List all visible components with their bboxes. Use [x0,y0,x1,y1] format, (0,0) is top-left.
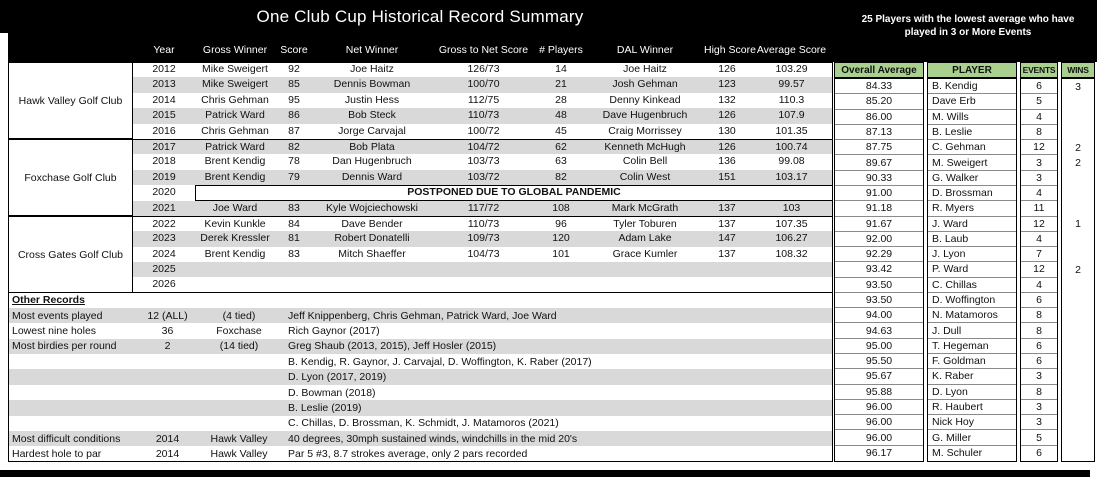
cell-num-players: 120 [552,232,570,245]
cell-average-score: 103.29 [775,63,808,75]
cell-high-score: 126 [718,140,736,153]
cell-score: 84 [288,217,300,230]
panel-cell-overall-average: 95.00 [835,339,923,354]
panel-cell-wins: 1 [1075,218,1081,231]
table-row [133,108,833,123]
header-left-notch [0,33,8,62]
panel-cell-wins [1062,171,1094,186]
cell-average-score: 103.17 [775,170,808,183]
panel-cell-wins [1062,125,1094,140]
panel-header-wins: WINS [1061,62,1095,78]
panel-cell-events: 4 [1021,232,1057,247]
cell-gross-winner: Joe Ward [212,201,258,214]
panel-cell-wins [1062,385,1094,400]
cell-score: 92 [288,63,300,75]
cell-year: 2016 [152,124,176,137]
cell-year: 2022 [152,217,176,230]
record-row [8,339,833,354]
col-header-gross-winner: Gross Winner [202,44,268,56]
club-label-foxchase: Foxchase Golf Club [8,139,133,216]
panel-cell-player: Dave Erb [928,94,1016,109]
cell-gross-winner: Patrick Ward [205,140,265,153]
panel-cell-wins [1062,430,1094,445]
panel-cell-events: 4 [1021,110,1057,125]
panel-cell-events: 3 [1021,369,1057,384]
panel-cell-overall-average: 84.33 [835,79,923,94]
cell-gross-winner: Kevin Kunkle [204,217,266,230]
cell-net-winner: Robert Donatelli [334,232,410,245]
cell-dal-winner: Colin West [619,170,671,183]
cell-gross-winner: Brent Kendig [204,155,266,168]
table-row [133,77,833,92]
cell-num-players: 108 [552,201,570,214]
panel-cell-overall-average: 94.00 [835,308,923,323]
cell-high-score: 137 [718,201,736,214]
panel-cell-overall-average: 87.75 [835,140,923,155]
panel-cell-player: D. Lyon [928,385,1016,400]
record-detail: Rich Gaynor (2017) [288,324,380,337]
cell-gross-winner: Patrick Ward [205,109,265,122]
record-detail: B. Kendig, R. Gaynor, J. Carvajal, D. Woffington, K. Raber (2017) [288,355,592,368]
cell-gross-to-net-score: 109/73 [467,232,500,245]
col-header-gross-to-net-score: Gross to Net Score [438,44,529,56]
panel-cell-wins [1062,293,1094,308]
panel-cell-overall-average: 93.42 [835,262,923,277]
panel-cell-player: C. Gehman [928,140,1016,155]
panel-cell-events: 6 [1021,339,1057,354]
cell-score: 83 [288,247,300,260]
col-header-num-players: # Players [539,44,583,56]
panel-cell-events: 7 [1021,247,1057,262]
panel-cell-player: M. Schuler [932,447,983,460]
col-header-net-winner: Net Winner [345,44,399,56]
panel-column-player [927,78,1017,462]
cell-high-score: 123 [718,78,736,91]
cell-net-winner: Dan Hugenbruch [332,155,412,168]
panel-cell-wins [1062,400,1094,415]
panel-cell-player: D. Brossman [928,186,1016,201]
cell-dal-winner: Mark McGrath [611,201,679,214]
cell-num-players: 28 [555,93,567,106]
cell-gross-to-net-score: 103/73 [467,155,500,168]
record-row [8,385,833,400]
cell-gross-winner: POSTPONED DUE TO GLOBAL PANDEMIC [195,185,833,200]
table-row [133,62,833,77]
panel-cell-overall-average: 91.67 [835,217,923,232]
record-detail: Greg Shaub (2013, 2015), Jeff Hosler (2015) [288,340,497,353]
panel-cell-overall-average: 93.50 [835,293,923,308]
record-value: 2014 [155,448,180,461]
record-value: 36 [161,324,174,337]
panel-column-events [1020,78,1058,462]
cell-gross-to-net-score: 117/72 [467,201,500,214]
cell-gross-to-net-score: 112/75 [467,93,500,106]
panel-cell-player: G. Miller [928,430,1016,445]
panel-cell-player: K. Raber [928,369,1016,384]
cell-net-winner: Mitch Shaeffer [338,247,406,260]
panel-cell-events: 12 [1021,217,1057,232]
record-row [8,323,833,338]
panel-cell-events: 3 [1021,171,1057,186]
cell-net-winner: Dennis Bowman [333,78,411,91]
cell-gross-to-net-score: 104/73 [467,247,500,260]
players-panel-heading: 25 Players with the lowest average who have played in 3 or More Events [861,14,1075,38]
cell-high-score: 136 [718,155,736,168]
record-detail: D. Lyon (2017, 2019) [288,371,387,384]
cell-average-score: 103 [782,201,801,214]
table-row [133,185,833,200]
panel-cell-events: 12 [1021,262,1057,277]
panel-cell-overall-average: 95.67 [835,369,923,384]
record-detail: B. Leslie (2019) [288,401,362,414]
panel-cell-overall-average: 96.00 [835,430,923,445]
panel-cell-wins [1062,201,1094,216]
panel-cell-wins [1062,415,1094,430]
cell-gross-to-net-score: 110/73 [467,109,500,122]
col-header-score: Score [280,44,308,56]
cell-num-players: 101 [552,247,570,260]
cell-net-winner: Kyle Wojciechowski [325,201,418,214]
cell-gross-to-net-score: 100/72 [467,124,500,137]
cell-average-score [750,262,833,277]
panel-header-overall-average: Overall Average [834,62,924,78]
panel-cell-player: J. Lyon [928,247,1016,262]
panel-cell-wins [1062,94,1094,109]
record-value: 2014 [155,432,180,445]
panel-cell-events: 8 [1021,385,1057,400]
cell-gross-winner: Brent Kendig [204,170,266,183]
record-detail: C. Chillas, D. Brossman, K. Schmidt, J. Matamoros (2021) [288,417,559,430]
cell-num-players: 21 [555,78,567,91]
panel-cell-overall-average: 91.00 [835,186,923,201]
record-qualifier: (14 tied) [219,340,259,353]
panel-cell-wins [1062,186,1094,201]
panel-cell-overall-average: 96.00 [835,415,923,430]
panel-cell-overall-average: 89.67 [835,155,923,170]
cell-average-score: 99.08 [778,155,805,168]
panel-column-wins [1061,78,1095,462]
cell-score: 87 [288,124,300,137]
cell-gross-to-net-score: 110/73 [467,217,500,230]
panel-cell-overall-average: 87.13 [835,125,923,140]
cell-year: 2014 [152,93,176,106]
record-row [8,431,833,446]
panel-cell-events: 4 [1021,186,1057,201]
panel-cell-wins [1062,354,1094,369]
panel-cell-overall-average: 95.50 [835,354,923,369]
cell-num-players: 96 [555,217,567,230]
panel-cell-events: 6 [1021,79,1057,94]
cell-dal-winner: Denny Kinkead [609,93,681,106]
table-row [133,154,833,169]
page-title: One Club Cup Historical Record Summary [256,7,584,26]
panel-cell-wins [1062,110,1094,125]
panel-cell-overall-average: 94.63 [835,323,923,338]
cell-score: 83 [288,201,300,214]
record-label: Hardest hole to par [12,448,102,461]
cell-average-score: 108.32 [775,247,808,260]
cell-gross-winner: Brent Kendig [204,247,266,260]
panel-cell-events: 12 [1021,140,1057,155]
cell-average-score: 110.3 [778,93,805,106]
cell-average-score: 100.74 [775,140,808,153]
cell-gross-winner: Derek Kressler [200,232,270,245]
panel-cell-events: 6 [1021,293,1057,308]
col-header-dal-winner: DAL Winner [616,44,674,56]
table-row [133,201,833,216]
cell-net-winner [313,262,431,277]
cell-num-players: 45 [555,124,567,137]
cell-net-winner: Dave Bender [341,217,403,230]
record-row [8,400,833,415]
panel-cell-wins [1062,278,1094,293]
cell-gross-winner: Chris Gehman [201,124,269,137]
panel-cell-player: D. Woffington [928,293,1016,308]
record-row [8,369,833,384]
panel-cell-player: N. Matamoros [928,308,1016,323]
panel-cell-wins [1062,308,1094,323]
cell-gross-to-net-score: 104/72 [467,140,500,153]
panel-cell-events: 5 [1021,430,1057,445]
panel-cell-wins: 2 [1075,263,1081,276]
cell-gross-winner: Chris Gehman [201,93,269,106]
panel-cell-events: 11 [1021,201,1057,216]
cell-num-players: 82 [555,170,567,183]
cell-net-winner: Bob Steck [348,109,396,122]
club-label-cross-gates: Cross Gates Golf Club [8,216,133,293]
cell-score: 85 [288,78,300,91]
record-label: Most difficult conditions [12,432,121,445]
panel-cell-player: Nick Hoy [928,415,1016,430]
cell-score: 79 [288,170,300,183]
cell-year: 2015 [152,109,176,122]
record-label: Most events played [12,309,103,322]
record-detail: Par 5 #3, 8.7 strokes average, only 2 pars recorded [288,448,528,461]
panel-cell-player: B. Leslie [928,125,1016,140]
cell-dal-winner: Adam Lake [618,232,672,245]
panel-cell-overall-average: 92.00 [835,232,923,247]
panel-cell-player: C. Chillas [928,278,1016,293]
panel-cell-events: 3 [1021,400,1057,415]
record-label: Lowest nine holes [12,324,97,337]
panel-cell-wins [1062,339,1094,354]
cell-net-winner: Bob Plata [349,140,395,153]
panel-cell-player: J. Dull [928,323,1016,338]
cell-year: 2012 [152,63,176,75]
panel-cell-events: 8 [1021,125,1057,140]
panel-cell-player: M. Wills [928,110,1016,125]
panel-cell-overall-average: 86.00 [835,110,923,125]
cell-high-score: 126 [718,63,736,75]
col-header-high-score: High Score [704,44,756,56]
panel-header-events: EVENTS [1020,62,1058,78]
cell-net-winner: Justin Hess [344,93,400,106]
panel-cell-events: 3 [1021,155,1057,170]
cell-high-score: 137 [718,247,736,260]
panel-cell-events: 4 [1021,278,1057,293]
cell-year: 2023 [152,232,176,245]
panel-cell-overall-average: 85.20 [835,94,923,109]
cell-score: 78 [288,155,300,168]
other-records-rows [8,308,833,462]
panel-column-overall-average [834,78,924,462]
cell-gross-to-net-score [431,262,536,277]
record-qualifier: Hawk Valley [210,448,268,461]
panel-cell-events: 6 [1021,354,1057,369]
cell-high-score: 126 [718,109,736,122]
record-detail: D. Bowman (2018) [288,386,376,399]
panel-cell-wins [1062,323,1094,338]
panel-cell-overall-average: 96.00 [835,400,923,415]
cell-year: 2020 [152,186,176,199]
cell-score: 95 [288,93,300,106]
other-records-heading: Other Records [8,293,833,308]
table-row [133,170,833,185]
panel-cell-wins [1062,446,1094,461]
cell-average-score: 107.9 [778,109,805,122]
cell-year: 2017 [152,140,176,153]
panel-header-player: PLAYER [927,62,1017,78]
panel-cell-player: R. Myers [928,201,1016,216]
panel-cell-player: J. Ward [928,217,1016,232]
panel-cell-events: 8 [1021,308,1057,323]
record-qualifier: (4 tied) [222,309,256,322]
cell-score: 81 [288,232,300,245]
record-row [8,446,833,461]
cell-dal-winner: Kenneth McHugh [604,140,686,153]
record-row [8,308,833,323]
record-qualifier: Foxchase [216,324,262,337]
table-row [133,93,833,108]
panel-cell-wins [1062,232,1094,247]
table-row [133,262,833,277]
cell-year: 2026 [152,278,176,291]
panel-cell-events: 6 [1036,447,1042,460]
cell-high-score: 147 [718,232,736,245]
panel-cell-player: M. Sweigert [928,155,1016,170]
record-row [8,416,833,431]
table-row [133,139,833,154]
cell-high-score: 130 [718,124,736,137]
cell-year: 2013 [152,78,176,91]
col-header-year: Year [153,44,175,56]
panel-cell-player: R. Haubert [928,400,1016,415]
cell-net-winner: Jorge Carvajal [338,124,406,137]
panel-cell-player: T. Hegeman [928,339,1016,354]
panel-cell-wins: 3 [1075,80,1081,93]
panel-cell-events: 5 [1021,94,1057,109]
cell-num-players: 14 [555,63,567,75]
panel-cell-wins [1062,369,1094,384]
panel-cell-wins: 2 [1075,141,1081,154]
cell-num-players: 63 [555,155,567,168]
panel-cell-wins: 2 [1075,157,1081,170]
cell-gross-to-net-score: 103/72 [467,170,500,183]
col-header-average-score: Average Score [756,44,827,56]
cell-high-score [704,262,750,277]
club-label-hawk-valley: Hawk Valley Golf Club [8,62,133,139]
cell-score: 82 [288,140,300,153]
cell-score: 86 [288,109,300,122]
panel-cell-player: G. Walker [928,171,1016,186]
panel-cell-overall-average: 91.18 [835,201,923,216]
column-header-row [133,38,833,62]
cell-gross-winner: Mike Sweigert [202,78,268,91]
table-row [133,247,833,262]
panel-cell-overall-average: 93.50 [835,278,923,293]
table-row [133,216,833,231]
cell-gross-to-net-score: 100/70 [467,78,500,91]
panel-cell-player: P. Ward [928,262,1016,277]
other-records-section [8,292,833,462]
record-value: 2 [164,340,171,353]
cell-gross-winner [195,262,275,277]
cell-year: 2019 [152,170,176,183]
panel-cell-overall-average: 90.33 [835,171,923,186]
main-table-rows [133,62,833,293]
cell-high-score: 137 [718,217,736,230]
cell-average-score: 106.27 [775,232,808,245]
cell-gross-winner: Mike Sweigert [202,63,268,75]
cell-average-score: 99.57 [778,78,805,91]
panel-cell-player: F. Goldman [928,354,1016,369]
cell-high-score: 132 [718,93,736,106]
record-detail: Jeff Knippenberg, Chris Gehman, Patrick Ward, Joe Ward [288,309,557,322]
record-value: 12 (ALL) [147,309,188,322]
cell-gross-to-net-score: 126/73 [467,63,500,75]
record-qualifier: Hawk Valley [210,432,268,445]
cell-year: 2024 [152,247,176,260]
cell-net-winner: Dennis Ward [341,170,403,183]
cell-dal-winner: Colin Bell [622,155,668,168]
cell-dal-winner: Tyler Toburen [613,217,677,230]
cell-year: 2021 [152,201,176,214]
record-label: Most birdies per round [12,340,117,353]
cell-num-players: 62 [555,140,567,153]
panel-cell-wins [1062,247,1094,262]
cell-year: 2018 [152,155,176,168]
cell-num-players: 48 [555,109,567,122]
panel-cell-player: B. Kendig [928,79,1016,94]
record-row [8,354,833,369]
cell-high-score: 151 [718,170,736,183]
panel-cell-overall-average: 92.29 [835,247,923,262]
panel-cell-player: B. Laub [928,232,1016,247]
cell-dal-winner: Craig Morrissey [608,124,682,137]
panel-cell-events: 8 [1021,323,1057,338]
bottom-bar [0,470,1090,477]
cell-average-score: 107.35 [775,217,808,230]
record-detail: 40 degrees, 30mph sustained winds, windchills in the mid 20's [288,432,578,445]
cell-year: 2025 [152,263,176,276]
table-row [133,231,833,246]
cell-num-players [536,262,586,277]
cell-score [275,262,313,277]
cell-average-score: 101.35 [775,124,808,137]
panel-cell-overall-average: 95.88 [835,385,923,400]
table-row [133,124,833,139]
cell-dal-winner: Grace Kumler [612,247,678,260]
panel-cell-events: 3 [1021,415,1057,430]
cell-net-winner: Joe Haitz [350,63,394,75]
cell-dal-winner: Josh Gehman [612,78,678,91]
cell-dal-winner: Joe Haitz [623,63,667,75]
panel-cell-overall-average: 96.17 [865,447,893,460]
cell-dal-winner: Dave Hugenbruch [602,109,688,122]
cell-dal-winner [586,262,704,277]
